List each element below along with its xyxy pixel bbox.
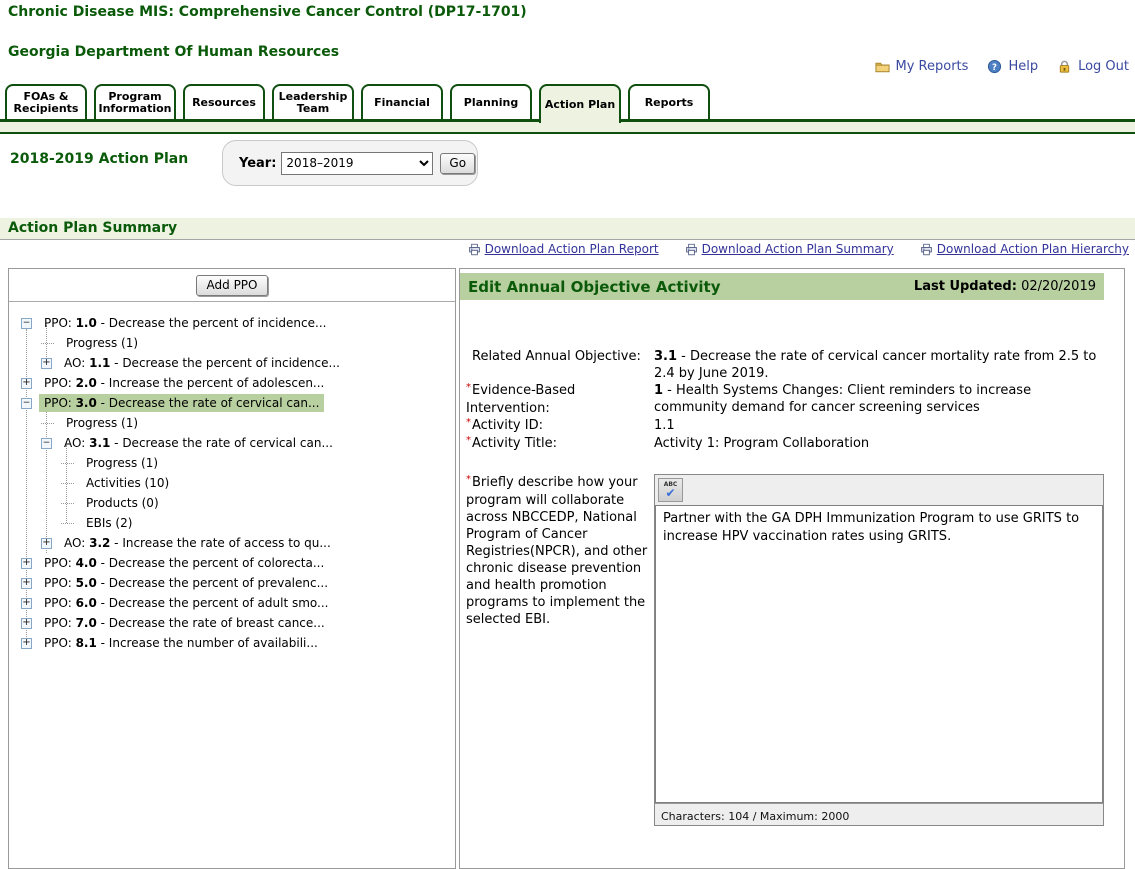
tree-item-text: - Decrease the rate of cervical can... [110, 436, 333, 450]
tree-item[interactable] [9, 513, 455, 533]
tree-toggle-icon[interactable] [61, 483, 74, 484]
abc-spellcheck-icon[interactable]: ABC ✔ [658, 478, 683, 502]
tree-item-text: - Increase the rate of access to qu... [110, 536, 331, 550]
field-value-text: 1.1 [654, 418, 675, 433]
year-selector-box [222, 140, 478, 186]
year-select[interactable] [281, 152, 433, 175]
form-field-row [460, 348, 1124, 382]
tree-item-label[interactable] [81, 454, 163, 472]
field-value-text: - Decrease the rate of cervical cancer mortality rate from 2.5 to 2.4 by June 2019. [654, 349, 1097, 381]
tree-item-prefix: PPO: [44, 556, 76, 570]
tree-item-label[interactable] [39, 594, 334, 612]
tree-item-label[interactable] [61, 334, 143, 352]
tree-item-text: - Decrease the percent of colorecta... [96, 556, 325, 570]
tree-toggle-icon[interactable] [41, 538, 52, 549]
field-label [466, 435, 654, 453]
download-link[interactable] [685, 242, 894, 256]
svg-text:?: ? [992, 61, 998, 72]
add-ppo-button[interactable]: Add PPO [196, 275, 269, 296]
field-label [466, 348, 654, 382]
action-plan-heading: 2018-2019 Action Plan [10, 151, 189, 167]
tree-toggle-icon[interactable] [21, 638, 32, 649]
tab-label: Planning [463, 95, 519, 109]
printer-icon [920, 243, 933, 256]
main-tab-bar [5, 84, 717, 123]
tree-item[interactable] [9, 353, 455, 373]
tree-item[interactable] [9, 453, 455, 473]
tree-toggle-icon[interactable] [21, 318, 32, 329]
field-label-text: Activity Title: [472, 436, 557, 451]
field-value [654, 417, 1104, 435]
tree-item[interactable] [9, 553, 455, 573]
tree-item-label[interactable] [39, 634, 323, 652]
summary-heading: Action Plan Summary [0, 218, 1135, 240]
folder-icon [874, 59, 891, 74]
main-tab[interactable] [450, 84, 532, 119]
go-button[interactable]: Go [440, 153, 475, 174]
tree-toggle-icon[interactable] [21, 618, 32, 629]
tree-item-id: 3.0 [75, 396, 97, 410]
download-link-label: Download Action Plan Report [484, 242, 659, 256]
editor-toolbar [655, 475, 1103, 505]
tree-item-text: Activities (10) [86, 476, 170, 490]
last-updated-value: 02/20/2019 [1021, 279, 1096, 294]
tree-item-id: 3.1 [89, 436, 111, 450]
tree-toggle-icon[interactable] [61, 523, 74, 524]
required-asterisk: * [466, 382, 471, 393]
download-link[interactable] [468, 242, 659, 256]
rich-text-editor [654, 474, 1104, 826]
tree-item-prefix: PPO: [44, 616, 76, 630]
required-asterisk: * [466, 435, 471, 446]
add-ppo-row [9, 269, 455, 302]
tree-item-id: 7.0 [75, 616, 97, 630]
tree-item-label[interactable] [39, 394, 324, 412]
tree-item-label[interactable] [81, 514, 137, 532]
tree-item-id: 5.0 [75, 576, 97, 590]
tree-item[interactable] [9, 493, 455, 513]
main-tab[interactable] [539, 84, 621, 123]
field-label-text: Evidence-Based Intervention: [466, 383, 576, 416]
download-link[interactable] [920, 242, 1129, 256]
tree-item-prefix: PPO: [44, 316, 76, 330]
tab-label: Leadership Team [278, 89, 348, 115]
utility-link-label: Log Out [1078, 59, 1129, 74]
field-value [654, 435, 1104, 453]
tree-item-label[interactable] [59, 354, 345, 372]
field-value-text: Activity 1: Program Collaboration [654, 436, 870, 451]
field-label-text: Related Annual Objective: [472, 349, 641, 364]
app-title: Chronic Disease MIS: Comprehensive Cancer Control (DP17-1701) [8, 4, 527, 20]
main-tab[interactable] [183, 84, 265, 119]
download-link-label: Download Action Plan Hierarchy [936, 242, 1129, 256]
tree-item-prefix: PPO: [44, 576, 76, 590]
field-label-text: Activity ID: [472, 418, 543, 433]
tree-toggle-icon[interactable] [21, 558, 32, 569]
printer-icon [468, 243, 481, 256]
year-label: Year: [239, 155, 277, 171]
tree-item[interactable] [9, 593, 455, 613]
tree-item-text: Progress (1) [66, 336, 139, 350]
tree-item[interactable] [9, 613, 455, 633]
tab-label: Resources [192, 95, 256, 109]
field-value-bold: 1 [654, 383, 664, 398]
tree-item-label[interactable] [61, 414, 143, 432]
tree-item-label[interactable] [81, 494, 164, 512]
main-tab[interactable] [94, 84, 176, 119]
main-tab[interactable] [272, 84, 354, 119]
character-counter: Characters: 104 / Maximum: 2000 [655, 803, 1103, 825]
tree-item-text: - Increase the number of availabili... [96, 636, 318, 650]
tree-item-text: - Decrease the rate of cervical can... [96, 396, 320, 410]
form-fields [460, 348, 1124, 453]
tree-item-id: 8.1 [75, 636, 97, 650]
tree-item[interactable] [9, 533, 455, 553]
org-subtitle: Georgia Department Of Human Resources [8, 44, 340, 60]
field-label [466, 382, 654, 417]
help-icon [986, 59, 1003, 74]
tab-divider-line-2 [0, 132, 1135, 134]
tree-item-prefix: PPO: [44, 396, 76, 410]
tree-item-prefix: PPO: [44, 596, 76, 610]
utility-link-label: My Reports [895, 59, 969, 74]
utility-link-label: Help [1008, 59, 1039, 74]
tree-item[interactable] [9, 313, 455, 333]
required-asterisk: * [466, 474, 471, 485]
tree-toggle-icon[interactable] [41, 343, 54, 344]
tree-item-prefix: PPO: [44, 636, 76, 650]
utility-link[interactable] [1056, 59, 1129, 74]
tree-item-text: - Decrease the rate of breast cance... [96, 616, 325, 630]
tree-toggle-icon[interactable] [21, 378, 32, 389]
tree-item-label[interactable] [39, 614, 330, 632]
last-updated-label: Last Updated: [913, 279, 1017, 294]
main-tab[interactable] [5, 84, 87, 119]
tree-item-text: - Decrease the percent of adult smo... [96, 596, 329, 610]
tree-toggle-icon[interactable] [21, 578, 32, 589]
tree-toggle-icon[interactable] [41, 438, 52, 449]
tree-item-text: - Decrease the percent of prevalenc... [96, 576, 329, 590]
tree-item-label[interactable] [39, 554, 329, 572]
tree-item-id: 2.0 [75, 376, 97, 390]
tree-toggle-icon[interactable] [41, 423, 54, 424]
tree-item-label[interactable] [59, 434, 338, 452]
utility-link[interactable] [874, 59, 969, 74]
action-plan-tree-panel [8, 268, 456, 869]
main-tab[interactable] [361, 84, 443, 119]
tab-label: Action Plan [544, 97, 616, 111]
edit-activity-panel [459, 268, 1125, 869]
tab-strip [0, 122, 1135, 132]
field-value [654, 348, 1104, 382]
tab-label: Financial [374, 95, 430, 109]
download-links [0, 242, 1129, 256]
description-row [460, 474, 1124, 826]
tab-label: FOAs & Recipients [13, 89, 79, 115]
tree-item[interactable] [9, 433, 455, 453]
tree-item-label[interactable] [81, 474, 174, 492]
form-field-row [460, 435, 1124, 453]
tab-label: Reports [644, 95, 694, 109]
utility-link[interactable] [986, 59, 1038, 74]
tree-toggle-icon[interactable] [41, 358, 52, 369]
tree-item-text: - Decrease the percent of incidence... [96, 316, 327, 330]
tree-item-label[interactable] [39, 574, 333, 592]
tree-item[interactable] [9, 333, 455, 353]
description-textarea[interactable] [655, 505, 1103, 803]
tree-item[interactable] [9, 573, 455, 593]
main-tab[interactable] [628, 84, 710, 119]
utility-links [874, 59, 1129, 74]
last-updated [914, 279, 1096, 294]
tree-item-text: Progress (1) [66, 416, 139, 430]
tree-item-id: 3.2 [89, 536, 111, 550]
edit-panel-title: Edit Annual Objective Activity [468, 277, 721, 296]
form-field-row [460, 417, 1124, 435]
download-link-label: Download Action Plan Summary [701, 242, 894, 256]
tree-item[interactable] [9, 633, 455, 653]
tree-item[interactable] [9, 473, 455, 493]
edit-activity-form [460, 348, 1124, 826]
edit-panel-header [460, 273, 1104, 300]
tree-item-id: 4.0 [75, 556, 97, 570]
action-plan-tree [9, 313, 455, 868]
field-value [654, 382, 1104, 417]
tree-item-prefix: AO: [64, 436, 90, 450]
required-asterisk: * [466, 417, 471, 428]
field-value-bold: 3.1 [654, 349, 678, 364]
tree-item-prefix: PPO: [44, 376, 76, 390]
lock-icon [1056, 59, 1073, 74]
tree-item-prefix: AO: [64, 536, 90, 550]
tab-label: Program Information [98, 89, 172, 115]
form-field-row [460, 382, 1124, 417]
description-label [466, 474, 654, 826]
tree-item-label[interactable] [39, 374, 329, 392]
tree-toggle-icon[interactable] [61, 503, 74, 504]
field-value-text: - Health Systems Changes: Client reminders to increase community demand for cancer screening services [654, 383, 1032, 415]
tree-item-label[interactable] [39, 314, 331, 332]
tree-toggle-icon[interactable] [61, 463, 74, 464]
tree-item-label[interactable] [59, 534, 336, 552]
printer-icon [685, 243, 698, 256]
field-label [466, 417, 654, 435]
tree-item-id: 1.0 [75, 316, 97, 330]
tree-toggle-icon[interactable] [21, 398, 32, 409]
tree-item[interactable] [9, 393, 455, 413]
description-label-text: Briefly describe how your program will collaborate across NBCCEDP, National Program of Cancer Registries(NPCR), and other chronic disease prevention and health promotion programs to implement the selected EBI. [466, 475, 648, 627]
tree-item[interactable] [9, 373, 455, 393]
tree-toggle-icon[interactable] [21, 598, 32, 609]
tree-item-id: 1.1 [89, 356, 111, 370]
tree-item-id: 6.0 [75, 596, 97, 610]
tree-item-text: Products (0) [86, 496, 159, 510]
tree-item-prefix: AO: [64, 356, 90, 370]
tree-item[interactable] [9, 413, 455, 433]
tree-item-text: - Increase the percent of adolescen... [96, 376, 325, 390]
tree-item-text: Progress (1) [86, 456, 159, 470]
tree-item-text: EBIs (2) [86, 516, 133, 530]
tree-item-text: - Decrease the percent of incidence... [110, 356, 340, 370]
